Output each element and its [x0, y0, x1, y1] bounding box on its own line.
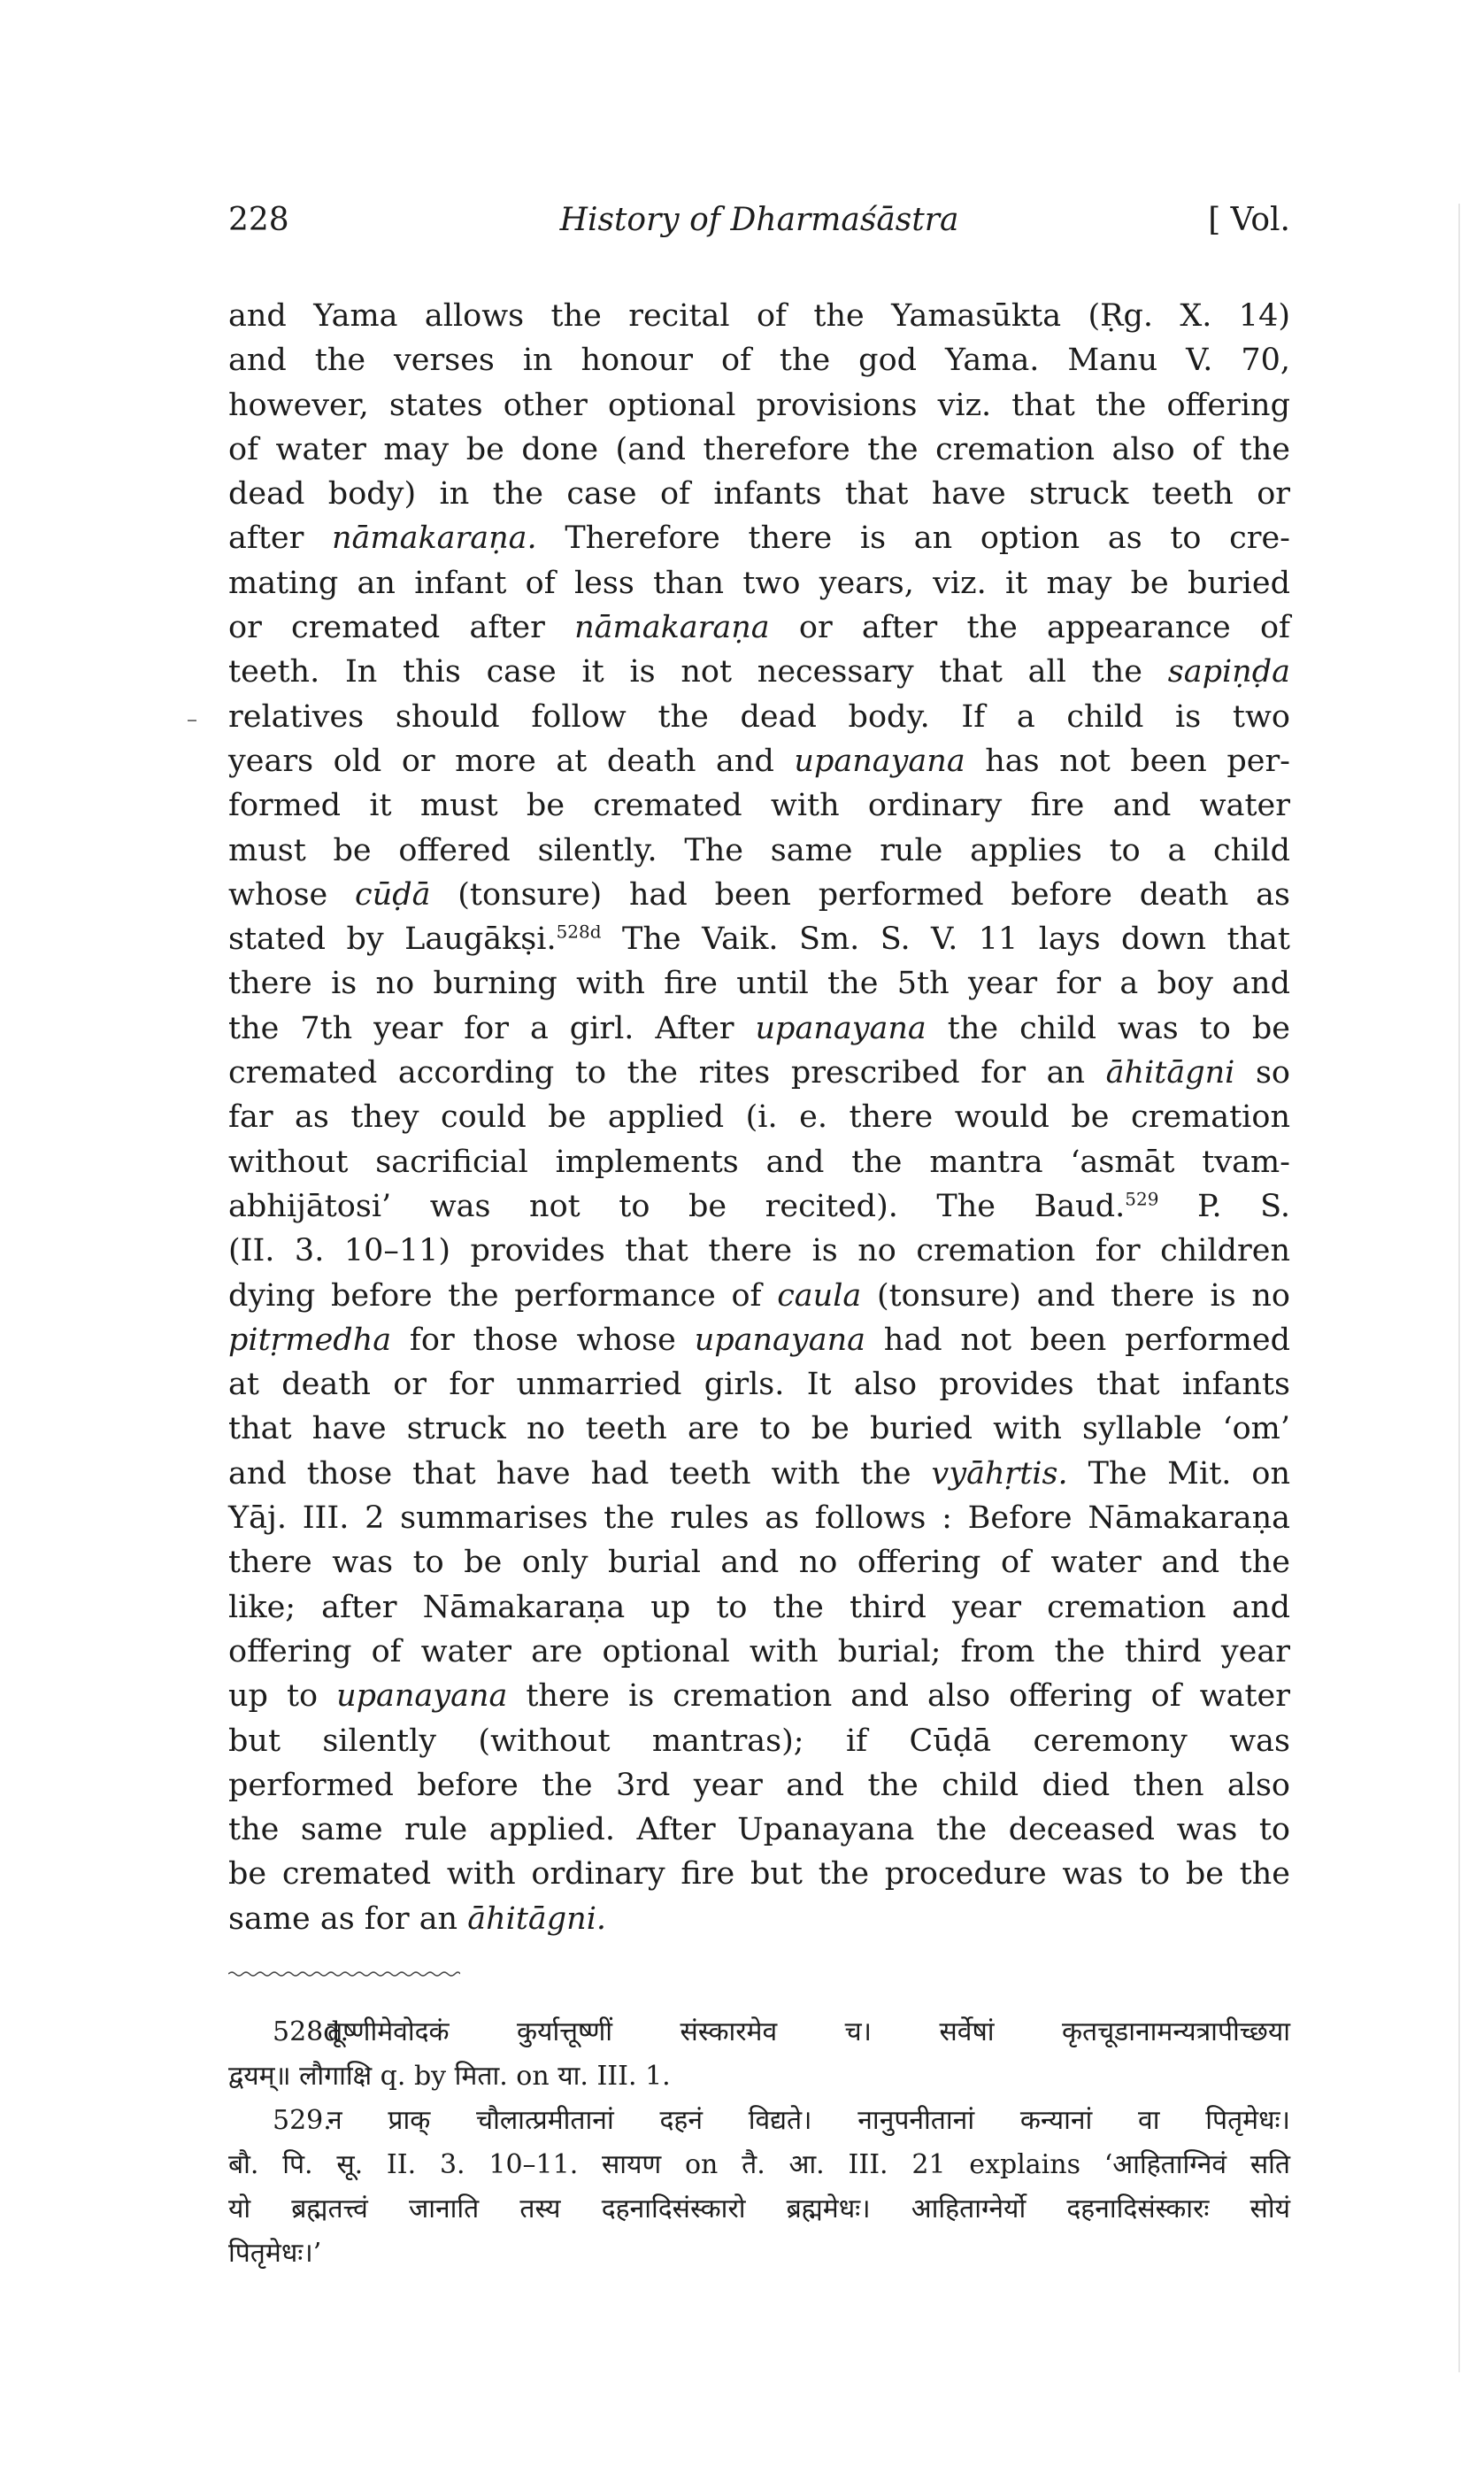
main-text [228, 294, 1290, 1941]
text-run: there is cremation and also offering of water [507, 1678, 1290, 1715]
running-title: History of Dharmaśāstra [559, 202, 959, 238]
page-header [228, 202, 1290, 255]
text-run: or cremated after [228, 610, 575, 646]
text-run: whose [228, 876, 356, 913]
text-line [228, 1674, 1290, 1718]
text-line [228, 1318, 1290, 1362]
text-run: P. S. [1158, 1188, 1290, 1224]
italic-term: āhitāgni [1105, 1055, 1235, 1091]
text-run: like; after Nāmakaraṇa up to the third year cremation and [228, 1589, 1290, 1625]
footnotes [228, 2011, 1290, 2277]
text-line [228, 1140, 1290, 1184]
text-run: formed it must be cremated with ordinary fire and water [228, 788, 1290, 824]
text-run: however, states other optional provisions viz. that the offering [228, 387, 1290, 423]
italic-term: upanayana [794, 743, 965, 779]
text-line [228, 783, 1290, 828]
text-line [228, 516, 1290, 560]
text-run: there is no burning with fire until the 5th year for a boy and [228, 966, 1290, 1002]
text-line [228, 1407, 1290, 1451]
text-line [228, 1540, 1290, 1584]
footnote-text: तूष्णीमेवोदकं कुर्यात्तूष्णीं संस्कारमेव च। सर्वेषां कृतचूडानामन्यत्रापीच्छया [327, 2016, 1290, 2047]
text-line [228, 1006, 1290, 1051]
scan-edge-line [1458, 204, 1460, 2372]
text-line [228, 1719, 1290, 1763]
text-run: The Mit. on [1067, 1455, 1290, 1492]
text-run: years old or more at death and [228, 743, 795, 779]
text-run: offering of water are optional with burial; from the third year [228, 1633, 1290, 1669]
text-line [228, 383, 1290, 428]
italic-term: pitṛmedha [228, 1322, 392, 1358]
footnote [228, 2100, 1290, 2277]
footnote-line [228, 2100, 1290, 2144]
footnote-text: पितृमेधः।’ [228, 2238, 322, 2269]
text-run: there was to be only burial and no offering of water and the [228, 1545, 1290, 1581]
footnote-ref: 529 [1125, 1188, 1159, 1210]
text-run: relatives should follow the dead body. If a child is two [228, 698, 1290, 735]
footnote-text: बौ. पि. सू. II. 3. 10–11. सायण on तै. आ. III. 21 explains ‘आहिताग्निवं सति [228, 2149, 1290, 2180]
text-run: dying before the performance of [228, 1277, 778, 1314]
volume-marker: [ Vol. [1208, 202, 1290, 238]
footnote-ref: 528d [556, 921, 602, 943]
text-run: be cremated with ordinary fire but the procedure was to be the [228, 1856, 1290, 1893]
text-run: but silently (without mantras); if Cūḍā ceremony was [228, 1723, 1290, 1759]
italic-term: caula [777, 1277, 862, 1314]
text-line [228, 1274, 1290, 1318]
text-run: at death or for unmarried girls. It also provides that infants [228, 1367, 1290, 1403]
text-line [228, 605, 1290, 650]
text-line [228, 650, 1290, 694]
footnote-separator [228, 1970, 460, 1977]
text-run: up to [228, 1678, 337, 1715]
text-line [228, 1452, 1290, 1496]
text-line [228, 1229, 1290, 1273]
italic-term: upanayana [336, 1678, 508, 1715]
text-line [228, 472, 1290, 516]
text-line [228, 961, 1290, 1006]
text-line [228, 338, 1290, 382]
text-run: Therefore there is an option as to cre- [536, 520, 1290, 557]
text-run: of water may be done (and therefore the cremation also of the [228, 431, 1290, 467]
text-line [228, 695, 1290, 739]
footnote-line [228, 2055, 1290, 2100]
text-run: must be offered silently. The same rule applies to a child [228, 832, 1290, 868]
text-run: the same rule applied. After Upanayana the deceased was to [228, 1812, 1290, 1848]
text-line [228, 1184, 1290, 1229]
italic-term: vyāhṛtis. [931, 1455, 1068, 1492]
footnote-text: यो ब्रह्मतत्त्वं जानाति तस्य दहनादिसंस्कारो ब्रह्ममेधः। आहिताग्नेर्यो दहनादिसंस्कारः सोयं [228, 2193, 1290, 2224]
footnote-number: 529. [273, 2105, 332, 2136]
text-run: after [228, 520, 332, 557]
text-line [228, 1897, 1290, 1941]
text-line [228, 1362, 1290, 1407]
text-run: dead body) in the case of infants that have struck teeth or [228, 476, 1290, 513]
text-line [228, 1585, 1290, 1630]
text-run: performed before the 3rd year and the child died then also [228, 1767, 1290, 1803]
text-run: and Yama allows the recital of the Yamasūkta (Ṛg. X. 14) [228, 298, 1290, 334]
italic-term: sapiṇḍa [1167, 654, 1290, 690]
margin-mark [188, 720, 196, 721]
text-run: cremated according to the rites prescribed for an [228, 1055, 1106, 1091]
text-line [228, 829, 1290, 873]
italic-term: āhitāgni. [467, 1900, 607, 1937]
italic-term: cūḍā [355, 876, 431, 913]
text-line [228, 1095, 1290, 1139]
text-run: The Vaik. Sm. S. V. 11 lays down that [601, 921, 1290, 958]
footnote-text: न प्राक् चौलात्प्रमीतानां दहनं विद्यते। नानुपनीतानां कन्यानां वा पितृमेधः। [327, 2105, 1290, 2136]
italic-term: nāmakaraṇa [574, 610, 770, 646]
text-line [228, 1496, 1290, 1540]
text-line [228, 739, 1290, 783]
text-line [228, 561, 1290, 605]
italic-term: upanayana [694, 1322, 865, 1358]
text-run: had not been performed [865, 1322, 1290, 1358]
text-run: mating an infant of less than two years, viz. it may be buried [228, 565, 1290, 601]
footnote-line [228, 2011, 1290, 2055]
text-run: and those that have had teeth with the [228, 1455, 932, 1492]
text-line [228, 917, 1290, 961]
footnote-number: 528d. [273, 2016, 350, 2047]
italic-term: upanayana [755, 1010, 927, 1046]
text-line [228, 1808, 1290, 1852]
text-line [228, 428, 1290, 472]
text-run: (tonsure) and there is no [861, 1277, 1290, 1314]
text-line [228, 1852, 1290, 1896]
text-run: has not been per- [965, 743, 1290, 779]
text-run: so [1234, 1055, 1290, 1091]
text-run: or after the appearance of [769, 610, 1290, 646]
footnote [228, 2011, 1290, 2100]
text-line [228, 294, 1290, 338]
text-run: without sacrificial implements and the mantra ‘asmāt tvam- [228, 1144, 1290, 1180]
text-run: the child was to be [926, 1010, 1290, 1046]
text-run: teeth. In this case it is not necessary that all the [228, 654, 1168, 690]
text-run: (II. 3. 10–11) provides that there is no cremation for children [228, 1233, 1290, 1269]
footnote-line [228, 2188, 1290, 2232]
footnote-line [228, 2144, 1290, 2188]
text-run: abhijātosi’ was not to be recited). The Baud. [228, 1188, 1126, 1224]
text-line [228, 1051, 1290, 1095]
text-run: stated by Laugākṣi. [228, 921, 557, 958]
text-run: for those whose [391, 1322, 695, 1358]
italic-term: nāmakaraṇa. [332, 520, 537, 557]
text-line [228, 873, 1290, 917]
text-run: far as they could be applied (i. e. there would be cremation [228, 1099, 1290, 1136]
text-run: that have struck no teeth are to be buried with syllable ‘om’ [228, 1411, 1290, 1447]
text-line [228, 1630, 1290, 1674]
footnote-line [228, 2232, 1290, 2277]
text-run: (tonsure) had been performed before death as [430, 876, 1291, 913]
text-run: Yāj. III. 2 summarises the rules as follows : Before Nāmakaraṇa [228, 1500, 1290, 1537]
text-run: the 7th year for a girl. After [228, 1010, 756, 1046]
footnote-text: द्वयम्॥ लौगाक्षि q. by मिता. on या. III. 1. [228, 2061, 671, 2092]
text-run: same as for an [228, 1900, 468, 1937]
text-run: and the verses in honour of the god Yama. Manu V. 70, [228, 343, 1290, 379]
text-line [228, 1763, 1290, 1808]
page-number: 228 [228, 202, 289, 238]
